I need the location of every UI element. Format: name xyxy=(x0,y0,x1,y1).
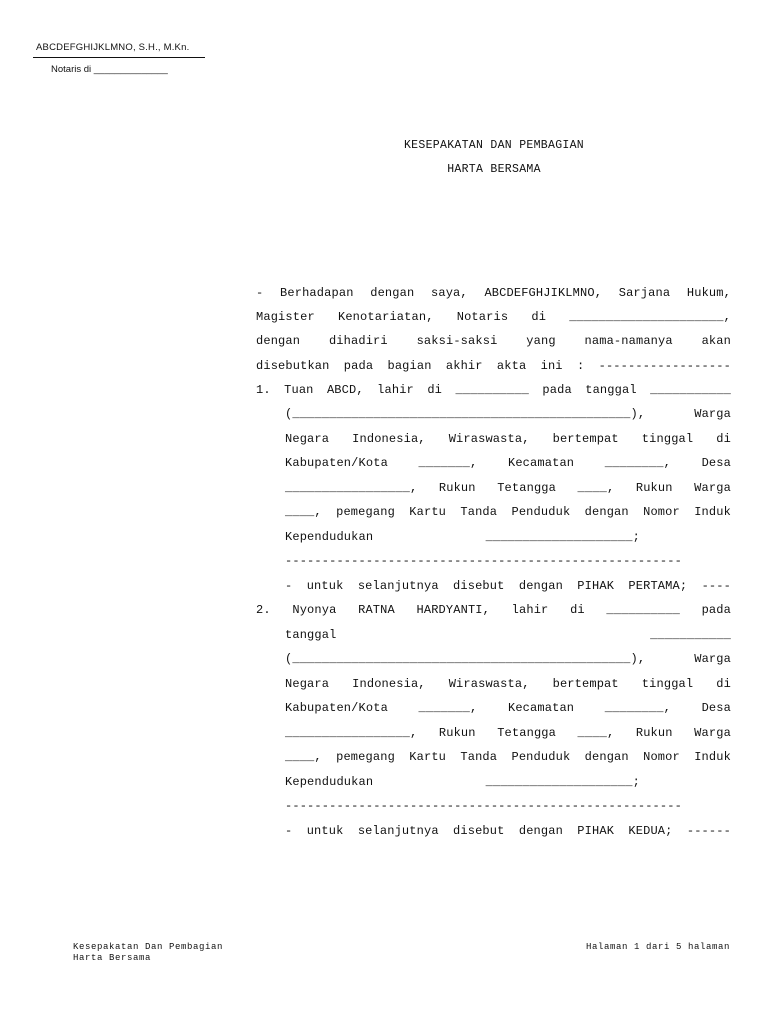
word: Rukun xyxy=(635,726,673,740)
word: akhir xyxy=(445,359,483,373)
word: - xyxy=(285,579,293,593)
word: dengan xyxy=(518,579,563,593)
word: Rukun xyxy=(438,726,476,740)
word: pemegang xyxy=(336,505,395,519)
word: di xyxy=(716,677,731,691)
word: pemegang xyxy=(336,750,395,764)
header-divider xyxy=(33,57,205,58)
word: lahir xyxy=(511,603,549,617)
party2-line xyxy=(256,602,731,618)
word: (______________________________________________), xyxy=(285,407,646,421)
word: saksi-saksi xyxy=(416,334,498,348)
word: Desa xyxy=(701,456,731,470)
word: di xyxy=(427,383,443,397)
word: Warga xyxy=(694,481,731,495)
word: Sarjana xyxy=(618,286,671,300)
word: PERTAMA; xyxy=(628,579,688,593)
party2-line xyxy=(285,700,731,716)
word: ________, xyxy=(604,456,671,470)
word: PIHAK xyxy=(577,579,615,593)
word: Kenotariatan, xyxy=(337,310,434,324)
party2-line xyxy=(285,651,731,667)
word: Warga xyxy=(694,407,731,421)
party1-line xyxy=(256,382,731,398)
word: pada xyxy=(542,383,572,397)
word: Kecamatan xyxy=(507,456,575,470)
word: tinggal xyxy=(641,677,694,691)
word: 2. xyxy=(256,603,271,617)
word: Nyonya xyxy=(292,603,337,617)
word: tinggal xyxy=(641,432,694,446)
word: di xyxy=(716,432,731,446)
party2-closing xyxy=(285,823,731,839)
word: _________________, xyxy=(285,481,418,495)
word: Induk xyxy=(694,505,731,519)
word: dengan xyxy=(256,334,301,348)
footer-document-title xyxy=(73,942,223,964)
word: selanjutnya xyxy=(357,579,439,593)
page-number: Halaman 1 dari 5 halaman xyxy=(585,942,730,952)
word: ___________ xyxy=(650,628,731,642)
word: akan xyxy=(701,334,731,348)
word: tanggal xyxy=(585,383,637,397)
word: Induk xyxy=(694,750,731,764)
word: bertempat xyxy=(552,432,619,446)
party1-line xyxy=(285,504,731,520)
word: Penduduk xyxy=(511,750,571,764)
word: Negara xyxy=(285,432,330,446)
party1-line xyxy=(285,529,640,545)
word: RATNA xyxy=(358,603,395,617)
word: : xyxy=(576,359,585,373)
word: _____________________, xyxy=(569,310,731,324)
word: Tetangga xyxy=(497,481,556,495)
word: ABCD, xyxy=(326,383,364,397)
word: ____, xyxy=(577,726,615,740)
party2-dash-line: ------------------------------------------------------ xyxy=(285,799,682,813)
party2-line xyxy=(285,749,731,765)
party1-line xyxy=(285,480,731,496)
word: dengan xyxy=(584,750,629,764)
word: Desa xyxy=(701,701,731,715)
word: ___________ xyxy=(650,383,731,397)
word: dihadiri xyxy=(328,334,388,348)
word: untuk xyxy=(306,579,344,593)
word: Nomor xyxy=(643,750,680,764)
word: Kecamatan xyxy=(507,701,575,715)
word: _______, xyxy=(418,456,478,470)
word: Tanda xyxy=(460,750,498,764)
word: nama-namanya xyxy=(584,334,673,348)
word: di xyxy=(570,603,585,617)
word: Tuan xyxy=(284,383,314,397)
footer-title-line2: Harta Bersama xyxy=(73,953,152,963)
word: Rukun xyxy=(438,481,476,495)
word: untuk xyxy=(306,824,344,838)
word: disebutkan xyxy=(256,359,330,373)
word: Kependudukan xyxy=(285,530,374,544)
word: yang xyxy=(526,334,556,348)
word: Indonesia, xyxy=(352,432,426,446)
word: Wiraswasta, xyxy=(448,677,530,691)
word: __________ xyxy=(455,383,529,397)
footer-title-line1: Kesepakatan Dan Pembagian xyxy=(73,942,224,952)
word: ________, xyxy=(604,701,671,715)
intro-line xyxy=(256,358,731,374)
word: Indonesia, xyxy=(352,677,426,691)
party2-line xyxy=(285,676,731,692)
party1-dash-line: ------------------------------------------------------ xyxy=(285,554,682,568)
word: Kependudukan xyxy=(285,775,374,789)
word: akta xyxy=(496,359,527,373)
party2-line xyxy=(285,725,731,741)
word: ------ xyxy=(686,824,731,838)
word: Kartu xyxy=(409,750,447,764)
word: PIHAK xyxy=(577,824,615,838)
word: ____________________; xyxy=(485,775,640,789)
word: ---- xyxy=(701,579,731,593)
word: ABCDEFGHJIKLMNO, xyxy=(484,286,603,300)
word: Warga xyxy=(694,726,731,740)
word: HARDYANTI, xyxy=(416,603,491,617)
word: _________________, xyxy=(285,726,418,740)
word: pada xyxy=(343,359,374,373)
intro-line xyxy=(256,285,731,301)
party1-line xyxy=(285,406,731,422)
word: bertempat xyxy=(552,677,619,691)
word: Tetangga xyxy=(497,726,556,740)
word: ____, xyxy=(577,481,615,495)
notary-name: ABCDEFGHIJKLMNO, S.H., M.Kn. xyxy=(36,42,190,53)
word: selanjutnya xyxy=(357,824,439,838)
word: disebut xyxy=(453,579,505,593)
word: ____, xyxy=(285,750,322,764)
word: Hukum, xyxy=(686,286,731,300)
word: - xyxy=(285,824,293,838)
word: Penduduk xyxy=(511,505,571,519)
party2-line xyxy=(285,774,640,790)
word: di xyxy=(531,310,547,324)
word: bagian xyxy=(387,359,432,373)
word: pada xyxy=(701,603,731,617)
word: tanggal xyxy=(285,628,337,642)
word: - xyxy=(256,286,264,300)
word: dengan xyxy=(370,286,415,300)
word: disebut xyxy=(453,824,505,838)
word: Kabupaten/Kota xyxy=(285,456,388,470)
word: dengan xyxy=(518,824,563,838)
word: Nomor xyxy=(643,505,680,519)
party2-line xyxy=(285,627,731,643)
word: __________ xyxy=(606,603,680,617)
word: ------------------ xyxy=(598,359,731,373)
word: Kartu xyxy=(409,505,447,519)
word: Notaris xyxy=(456,310,509,324)
word: Warga xyxy=(694,652,731,666)
word: ____________________; xyxy=(485,530,640,544)
word: Wiraswasta, xyxy=(448,432,530,446)
word: 1. xyxy=(256,383,271,397)
word: dengan xyxy=(584,505,629,519)
word: ____, xyxy=(285,505,322,519)
intro-line xyxy=(256,309,731,325)
word: Berhadapan xyxy=(280,286,354,300)
word: saya, xyxy=(431,286,468,300)
intro-line xyxy=(256,333,731,349)
document-title-line1: KESEPAKATAN DAN PEMBAGIAN xyxy=(403,139,585,152)
word: _______, xyxy=(418,701,478,715)
document-title-line2: HARTA BERSAMA xyxy=(447,163,541,176)
notary-header xyxy=(36,42,204,53)
notary-place: Notaris di ______________ xyxy=(51,64,168,75)
party1-line xyxy=(285,455,731,471)
word: Kabupaten/Kota xyxy=(285,701,388,715)
party1-line xyxy=(285,431,731,447)
word: (______________________________________________), xyxy=(285,652,646,666)
word: Magister xyxy=(256,310,315,324)
word: Tanda xyxy=(460,505,498,519)
word: KEDUA; xyxy=(628,824,673,838)
word: Rukun xyxy=(635,481,673,495)
word: ini xyxy=(540,359,563,373)
word: lahir xyxy=(377,383,414,397)
party1-closing xyxy=(285,578,731,594)
word: Negara xyxy=(285,677,330,691)
